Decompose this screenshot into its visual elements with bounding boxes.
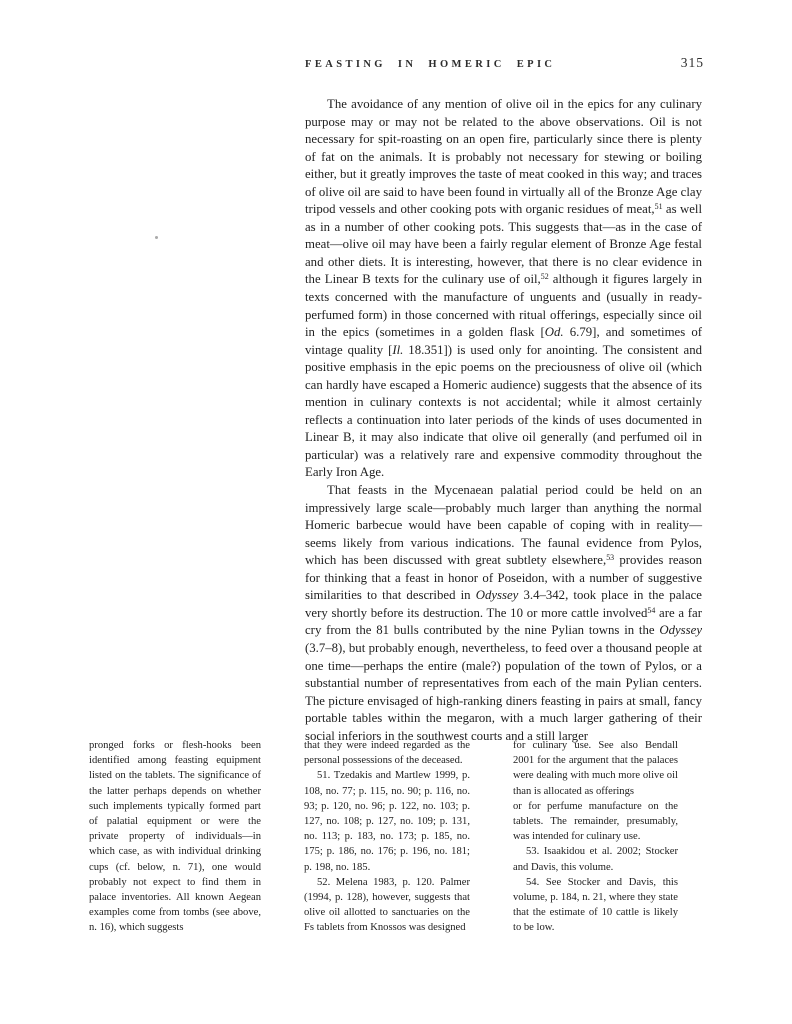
paragraph — [513, 875, 678, 936]
body-text — [305, 96, 702, 745]
text-segment: The avoidance of any mention of olive oil in the epics for any culinary purpose may or may not be related to the above observations. Oil is not necessary for spit-roasting on an open fire, particularly since there is plenty of fat on the animals. It is probably not necessary for stewing or boiling either, but it greatly improves the taste of meat cooked in this way; and traces of olive oil are said to have been found in virtually all of the Bronze Age clay tripod vessels and other cooking pots with organic residues of meat, — [305, 97, 702, 217]
text-segment: 18.351]) is used only for anointing. The consistent and positive emphasis in the epic poems on the preciousness of olive oil (which can hardly have escaped a Homeric audience) suggests that the absence of its mention in culinary contexts is not accidental; while it almost certainly reflects a continuation into later periods of the kinds of uses documented in Linear B, it may also indicate that olive oil generally (and perfumed oil in particular) was a relatively rare and expensive commodity throughout the Early Iron Age. — [305, 342, 703, 480]
paragraph — [304, 738, 470, 768]
footnote-reference: 53 — [606, 553, 615, 563]
text-segment: pronged forks or flesh-hooks been identified among feasting equipment listed on the tablets. The significance of the latter perhaps depends on whether such implements typically formed part of palatial equipment or were the private property of individuals—in which case, as with individual drinking cups (cf. below, n. 71), one would probably not expect to find them in palace inventories. All known Aegean examples come from tombs (see above, n. 16), which suggests — [89, 740, 261, 934]
paragraph — [513, 738, 678, 844]
paragraph — [305, 96, 702, 482]
text-segment: (3.7–8), but probably enough, nevertheless, to feed over a thousand people at one time—perhaps the entire (male?) population of the town of Pylos, or a substantial number of representatives from each of the main Pylian centers. The picture envisaged of high-ranking diners feasting in pairs at small, fancy portable tables within the megaron, with a much larger gathering of their social inferiors in the southwest courts and a still larger — [305, 640, 702, 743]
footnote-reference: 54 — [647, 605, 656, 615]
text-segment: 6.79], and sometimes of vintage quality [ — [305, 325, 702, 357]
text-segment: that they were indeed regarded as the personal possessions of the deceased. — [304, 740, 470, 767]
italic-text: Od. — [544, 325, 564, 340]
italic-text: Il. — [392, 342, 404, 357]
footnote-column-right — [513, 738, 678, 936]
running-title: FEASTING IN HOMERIC EPIC — [305, 59, 556, 70]
footnote-reference: 51 — [654, 202, 663, 212]
text-segment: provides reason for thinking that a feast in honor of Poseidon, with a number of suggestive similarities to that described in — [305, 553, 702, 603]
paragraph — [305, 482, 702, 745]
text-segment: although it figures largely in texts concerned with the manufacture of unguents and (usually in ready-perfumed form) in those concerned with ritual offerings, especially since oil in the epics (sometimes in a golden flask [ — [305, 272, 702, 340]
text-segment: 52. Melena 1983, p. 120. Palmer (1994, p. 128), however, suggests that olive oil allotted to sanctuaries on the Fs tablets from Knossos was designed — [304, 876, 470, 934]
paragraph — [304, 768, 470, 874]
text-segment: 54. See Stocker and Davis, this volume, p. 184, n. 21, where they state that the estimate of 10 cattle is likely to be low. — [513, 876, 678, 934]
text-segment: or for perfume manufacture on the tablets. The remainder, presumably, was intended for culinary use. — [513, 800, 678, 843]
paragraph — [89, 738, 261, 936]
footnote-column-left — [89, 738, 261, 936]
text-segment: are a far cry from the 81 bulls contributed by the nine Pylian towns in the — [305, 605, 703, 638]
italic-text: Odyssey — [475, 588, 519, 603]
text-segment: as well as in a number of other cooking pots. This suggests that—as in the case of meat—olive oil may have been a fairly regular element of Bronze Age festal and other diets. It is interesting, however, that there is no clear evidence in the Linear B texts for the culinary use of oil, — [305, 202, 703, 287]
running-head — [305, 55, 704, 71]
italic-text: Odyssey — [659, 623, 702, 638]
footnote-column-middle — [304, 738, 470, 936]
text-segment: 51. Tzedakis and Martlew 1999, p. 108, no. 77; p. 115, no. 90; p. 116, no. 93; p. 120, no. 96; p. 122, no. 103; p. 127, no. 108; p. 127, no. 109; p. 131, no. 113; p. 183, no. 173; p. 185, no. 175; p. 186, no. 176; p. 196, no. 181; p. 198, no. 185. — [304, 770, 470, 873]
text-segment: 3.4–342, took place in the palace very shortly before its destruction. The 10 or more cattle involved — [305, 588, 702, 620]
page-number: 315 — [680, 55, 704, 70]
footnote-reference: 52 — [540, 272, 549, 282]
paragraph — [513, 844, 678, 874]
paragraph — [304, 875, 470, 936]
text-segment: 53. Isaakidou et al. 2002; Stocker and Davis, this volume. — [513, 846, 678, 873]
text-segment: That feasts in the Mycenaean palatial period could be held on an impressively large scale—probably much larger than anything the normal Homeric barbecue would have been capable of coping with in reality—seems likely from various indications. The faunal evidence from Pylos, which has been discussed with great subtlety elsewhere, — [305, 483, 702, 568]
scan-speck — [155, 236, 158, 239]
text-segment: for culinary use. See also Bendall 2001 for the argument that the palaces were dealing with much more olive oil than is allocated as offerings — [513, 740, 678, 797]
